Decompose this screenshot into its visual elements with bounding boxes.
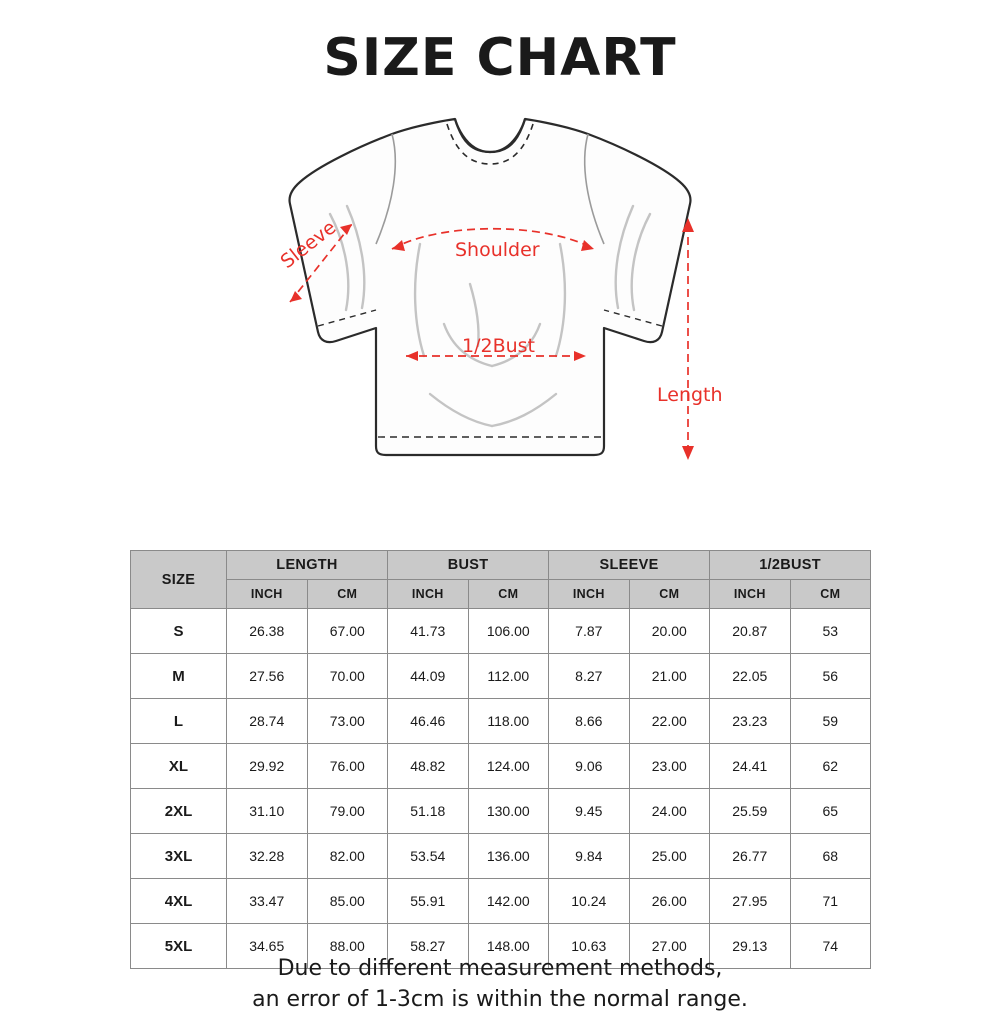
cell-half-bust-inch: 25.59	[710, 789, 791, 834]
cell-bust-inch: 58.27	[388, 924, 469, 969]
cell-size: 3XL	[131, 834, 227, 879]
tshirt-outline	[289, 119, 690, 455]
cell-half-bust-inch: 24.41	[710, 744, 791, 789]
label-shoulder: Shoulder	[455, 239, 540, 261]
header-length-cm: CM	[307, 580, 388, 609]
cell-length-inch: 28.74	[227, 699, 308, 744]
size-table-container	[130, 550, 870, 969]
cell-half-bust-cm: 65	[790, 789, 871, 834]
cell-length-cm: 85.00	[307, 879, 388, 924]
table-row	[131, 879, 871, 924]
cell-bust-cm: 148.00	[468, 924, 549, 969]
cell-half-bust-cm: 53	[790, 609, 871, 654]
cell-length-inch: 29.92	[227, 744, 308, 789]
cell-bust-cm: 142.00	[468, 879, 549, 924]
cell-half-bust-inch: 27.95	[710, 879, 791, 924]
table-row	[131, 654, 871, 699]
cell-bust-inch: 41.73	[388, 609, 469, 654]
cell-half-bust-cm: 71	[790, 879, 871, 924]
cell-sleeve-inch: 9.84	[549, 834, 630, 879]
header-half-bust-inch: INCH	[710, 580, 791, 609]
label-length: Length	[657, 384, 723, 406]
cell-size: L	[131, 699, 227, 744]
cell-sleeve-inch: 10.24	[549, 879, 630, 924]
cell-length-inch: 32.28	[227, 834, 308, 879]
cell-bust-cm: 106.00	[468, 609, 549, 654]
cell-half-bust-cm: 59	[790, 699, 871, 744]
table-row	[131, 699, 871, 744]
cell-size: 2XL	[131, 789, 227, 834]
cell-sleeve-cm: 21.00	[629, 654, 710, 699]
cell-length-cm: 76.00	[307, 744, 388, 789]
cell-sleeve-inch: 7.87	[549, 609, 630, 654]
cell-bust-cm: 136.00	[468, 834, 549, 879]
cell-bust-inch: 55.91	[388, 879, 469, 924]
table-head	[131, 551, 871, 609]
cell-sleeve-cm: 25.00	[629, 834, 710, 879]
note-line-2: an error of 1-3cm is within the normal range.	[252, 987, 748, 1012]
cell-half-bust-cm: 56	[790, 654, 871, 699]
header-length-inch: INCH	[227, 580, 308, 609]
cell-size: M	[131, 654, 227, 699]
cell-length-cm: 73.00	[307, 699, 388, 744]
cell-length-inch: 33.47	[227, 879, 308, 924]
cell-length-cm: 88.00	[307, 924, 388, 969]
cell-length-cm: 67.00	[307, 609, 388, 654]
table-row	[131, 834, 871, 879]
cell-length-inch: 26.38	[227, 609, 308, 654]
cell-bust-inch: 46.46	[388, 699, 469, 744]
cell-bust-cm: 130.00	[468, 789, 549, 834]
cell-bust-inch: 44.09	[388, 654, 469, 699]
cell-sleeve-cm: 23.00	[629, 744, 710, 789]
cell-half-bust-inch: 22.05	[710, 654, 791, 699]
table-row	[131, 789, 871, 834]
cell-size: 5XL	[131, 924, 227, 969]
cell-half-bust-inch: 23.23	[710, 699, 791, 744]
cell-half-bust-inch: 20.87	[710, 609, 791, 654]
cell-half-bust-inch: 29.13	[710, 924, 791, 969]
cell-bust-cm: 112.00	[468, 654, 549, 699]
cell-sleeve-inch: 9.45	[549, 789, 630, 834]
cell-sleeve-cm: 27.00	[629, 924, 710, 969]
header-size: SIZE	[131, 551, 227, 609]
cell-length-inch: 31.10	[227, 789, 308, 834]
table-unit-header-row	[131, 580, 871, 609]
header-sleeve-cm: CM	[629, 580, 710, 609]
cell-bust-cm: 124.00	[468, 744, 549, 789]
page-title: SIZE CHART	[323, 28, 677, 88]
cell-size: S	[131, 609, 227, 654]
cell-sleeve-cm: 22.00	[629, 699, 710, 744]
cell-sleeve-inch: 8.27	[549, 654, 630, 699]
header-half-bust-cm: CM	[790, 580, 871, 609]
cell-sleeve-inch: 10.63	[549, 924, 630, 969]
cell-half-bust-inch: 26.77	[710, 834, 791, 879]
label-half-bust: 1/2Bust	[462, 335, 536, 357]
cell-bust-inch: 53.54	[388, 834, 469, 879]
table-row	[131, 744, 871, 789]
cell-length-inch: 27.56	[227, 654, 308, 699]
cell-sleeve-inch: 9.06	[549, 744, 630, 789]
header-bust-cm: CM	[468, 580, 549, 609]
table-row	[131, 609, 871, 654]
cell-half-bust-cm: 74	[790, 924, 871, 969]
cell-sleeve-cm: 24.00	[629, 789, 710, 834]
table-body	[131, 609, 871, 969]
cell-size: 4XL	[131, 879, 227, 924]
cell-bust-inch: 48.82	[388, 744, 469, 789]
header-bust-inch: INCH	[388, 580, 469, 609]
size-chart-table	[130, 550, 871, 969]
label-sleeve: Sleeve	[276, 216, 341, 273]
cell-half-bust-cm: 68	[790, 834, 871, 879]
note-line-1: Due to different measurement methods,	[277, 956, 723, 981]
cell-sleeve-cm: 20.00	[629, 609, 710, 654]
cell-length-inch: 34.65	[227, 924, 308, 969]
cell-size: XL	[131, 744, 227, 789]
header-half-bust: 1/2BUST	[710, 551, 871, 580]
header-bust: BUST	[388, 551, 549, 580]
measurement-note	[0, 953, 1000, 1015]
cell-half-bust-cm: 62	[790, 744, 871, 789]
cell-length-cm: 70.00	[307, 654, 388, 699]
header-sleeve: SLEEVE	[549, 551, 710, 580]
cell-bust-inch: 51.18	[388, 789, 469, 834]
header-length: LENGTH	[227, 551, 388, 580]
cell-sleeve-cm: 26.00	[629, 879, 710, 924]
table-group-header-row	[131, 551, 871, 580]
cell-sleeve-inch: 8.66	[549, 699, 630, 744]
cell-bust-cm: 118.00	[468, 699, 549, 744]
cell-length-cm: 82.00	[307, 834, 388, 879]
garment-diagram	[0, 94, 1000, 494]
header-sleeve-inch: INCH	[549, 580, 630, 609]
cell-length-cm: 79.00	[307, 789, 388, 834]
